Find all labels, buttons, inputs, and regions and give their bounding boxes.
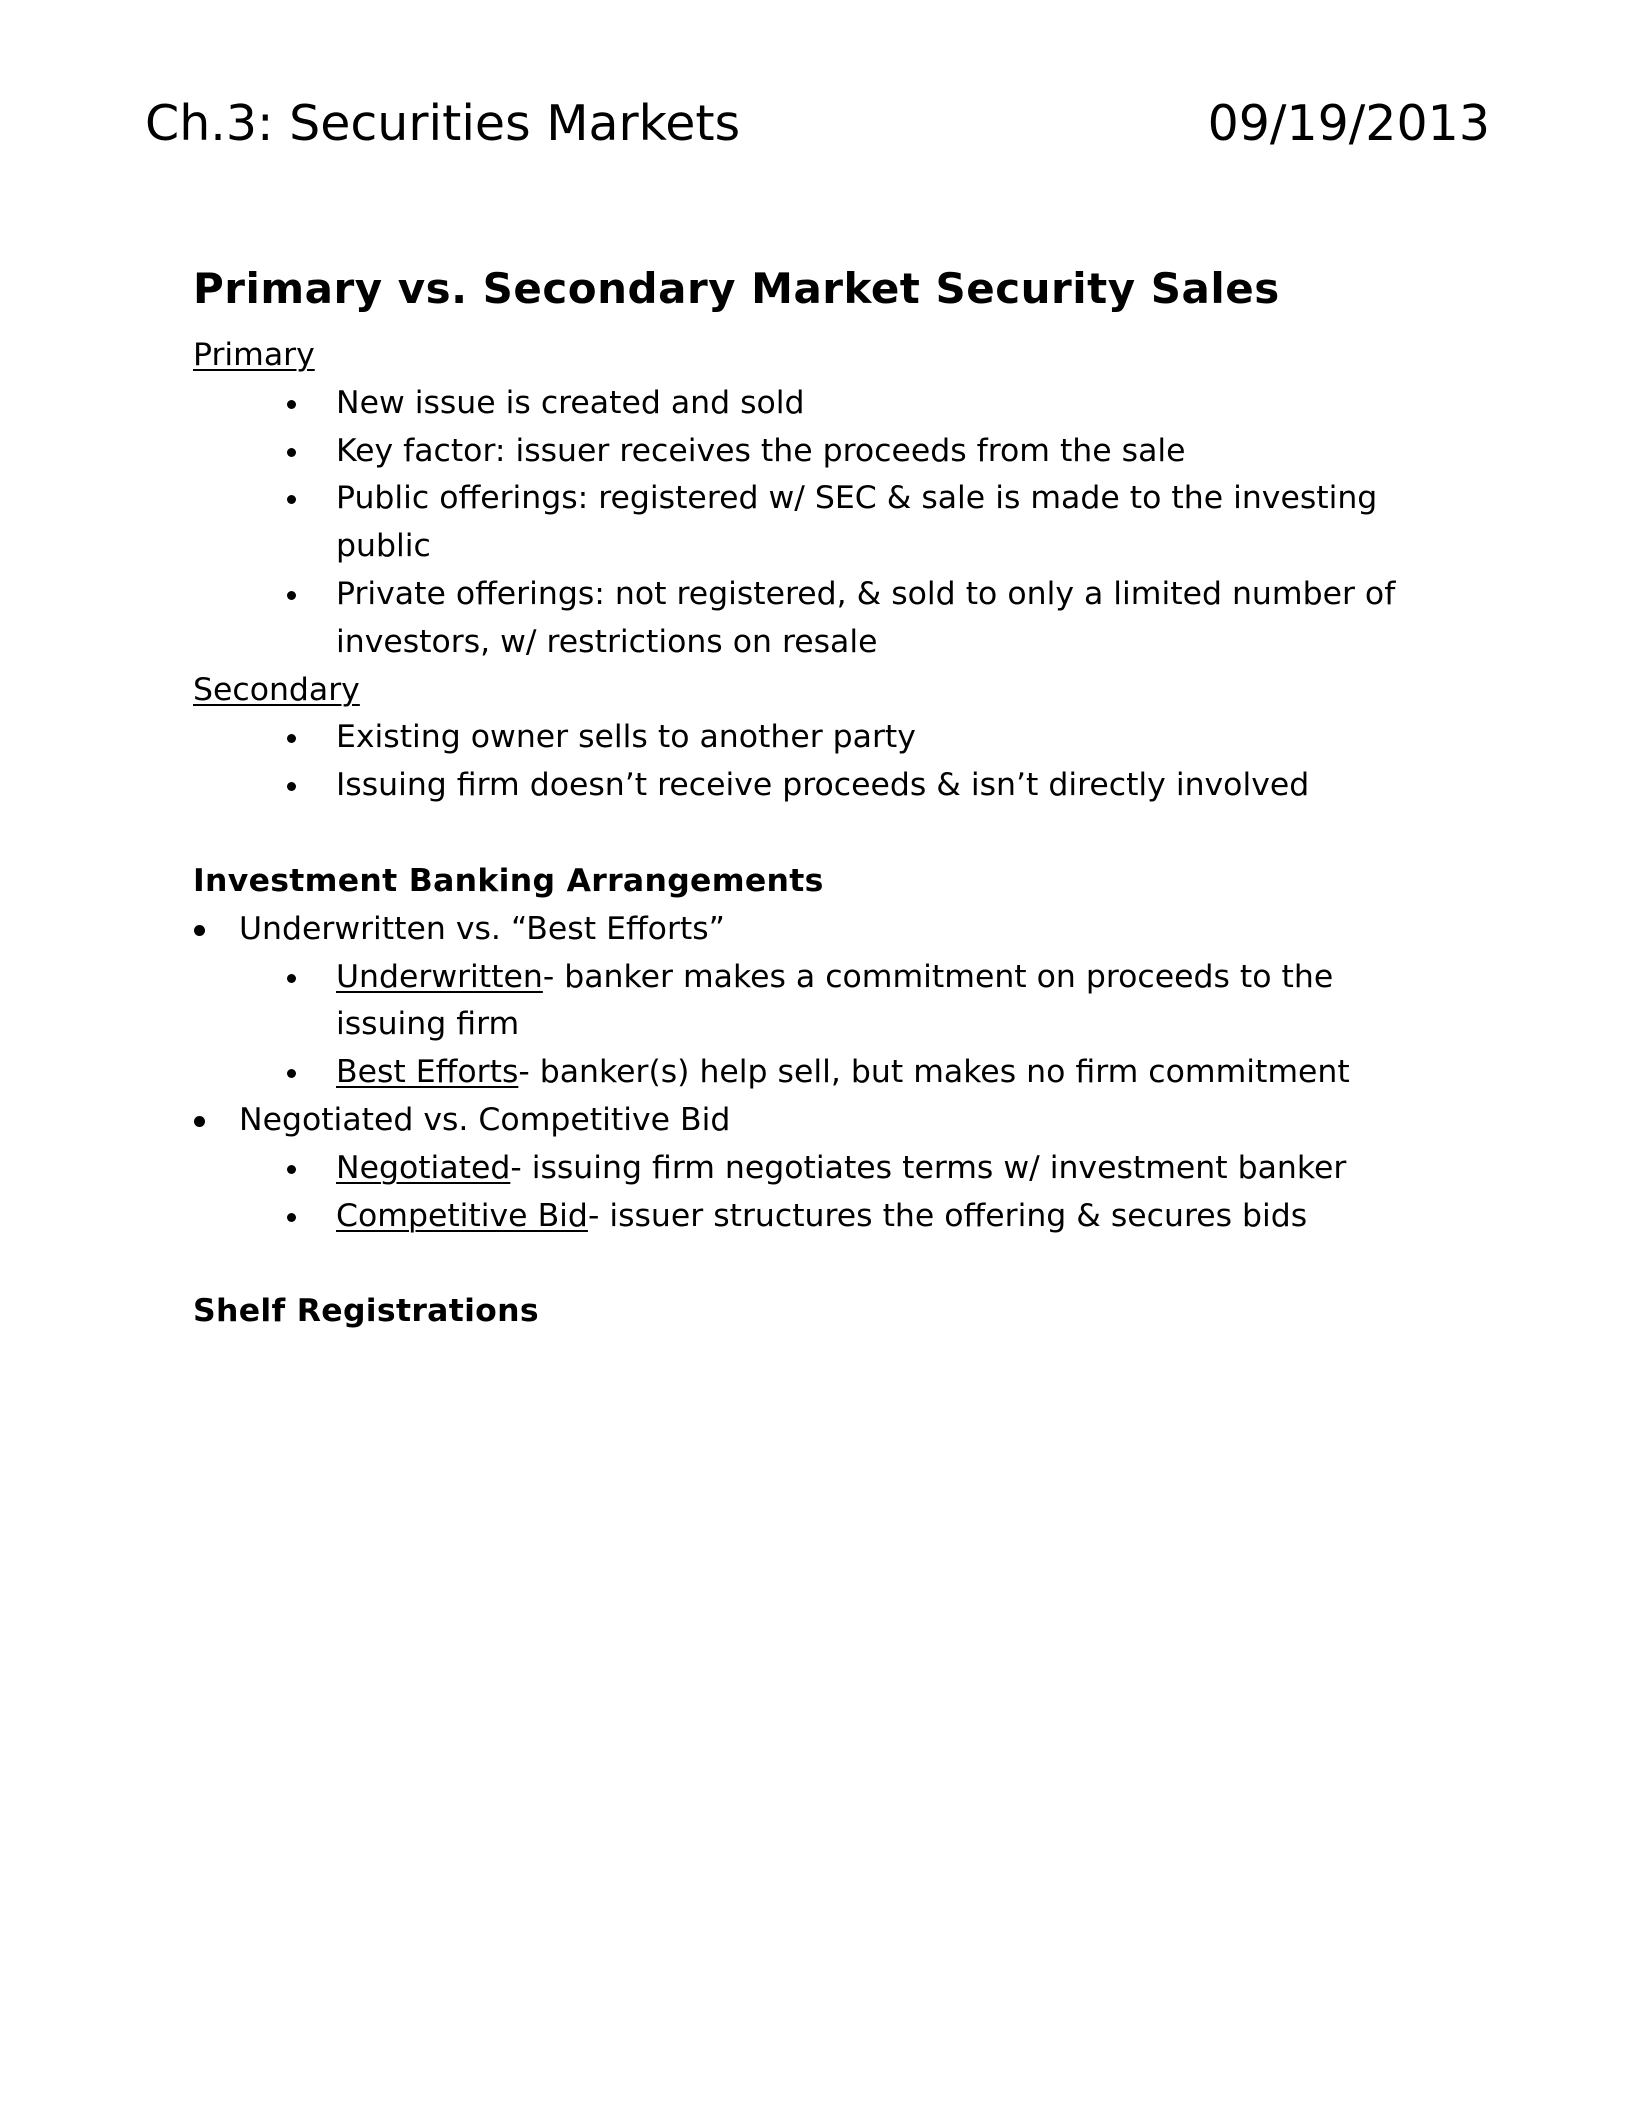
- term-definition: - banker makes a commitment on proceeds to the issuing firm: [336, 958, 1334, 1043]
- term-competitive-bid: Competitive Bid: [336, 1197, 588, 1234]
- secondary-label: Secondary: [193, 671, 360, 708]
- term-definition: - banker(s) help sell, but makes no firm commitment: [518, 1054, 1350, 1091]
- list-item: [193, 954, 1426, 1050]
- document-title: Ch.3: Securities Markets: [145, 95, 741, 152]
- term-best-efforts: Best Efforts: [336, 1054, 519, 1091]
- list-item: New issue is created and sold: [193, 380, 1426, 428]
- list-item: Existing owner sells to another party: [193, 714, 1426, 762]
- section-heading-primary-vs-secondary: Primary vs. Secondary Market Security Sales: [193, 264, 1280, 313]
- term-underwritten: Underwritten: [336, 958, 543, 995]
- document-body: [193, 258, 1493, 1336]
- spacer: [193, 810, 1493, 858]
- term-definition: - issuer structures the offering & secures bids: [587, 1197, 1308, 1234]
- list-item: Private offerings: not registered, & sold to only a limited number of investors, w/ restrictions on resale: [193, 571, 1426, 667]
- group-label: Underwritten vs. “Best Efforts”: [239, 910, 725, 947]
- secondary-subheading: [193, 667, 1493, 715]
- primary-subheading: [193, 332, 1493, 380]
- group-label: Negotiated vs. Competitive Bid: [239, 1101, 731, 1138]
- secondary-list: [193, 714, 1493, 810]
- document-date: 09/19/2013: [1207, 95, 1490, 152]
- term-negotiated: Negotiated: [336, 1149, 511, 1186]
- list-item-group: [193, 1097, 1493, 1145]
- primary-label: Primary: [193, 337, 315, 373]
- list-item: Issuing firm doesn’t receive proceeds & isn’t directly involved: [193, 762, 1426, 810]
- term-definition: - issuing firm negotiates terms w/ investment banker: [510, 1149, 1347, 1186]
- section-heading-shelf-registrations: Shelf Registrations: [193, 1293, 539, 1330]
- list-item: [193, 1145, 1426, 1193]
- investment-banking-list: [193, 906, 1493, 1241]
- spacer: [193, 1240, 1493, 1288]
- primary-list: [193, 380, 1493, 667]
- list-item: [193, 1193, 1426, 1241]
- section-heading-investment-banking: Investment Banking Arrangements: [193, 862, 824, 899]
- list-item: [193, 1049, 1426, 1097]
- list-item: Public offerings: registered w/ SEC & sale is made to the investing public: [193, 475, 1426, 571]
- list-item: Key factor: issuer receives the proceeds from the sale: [193, 428, 1426, 476]
- list-item-group: [193, 906, 1493, 954]
